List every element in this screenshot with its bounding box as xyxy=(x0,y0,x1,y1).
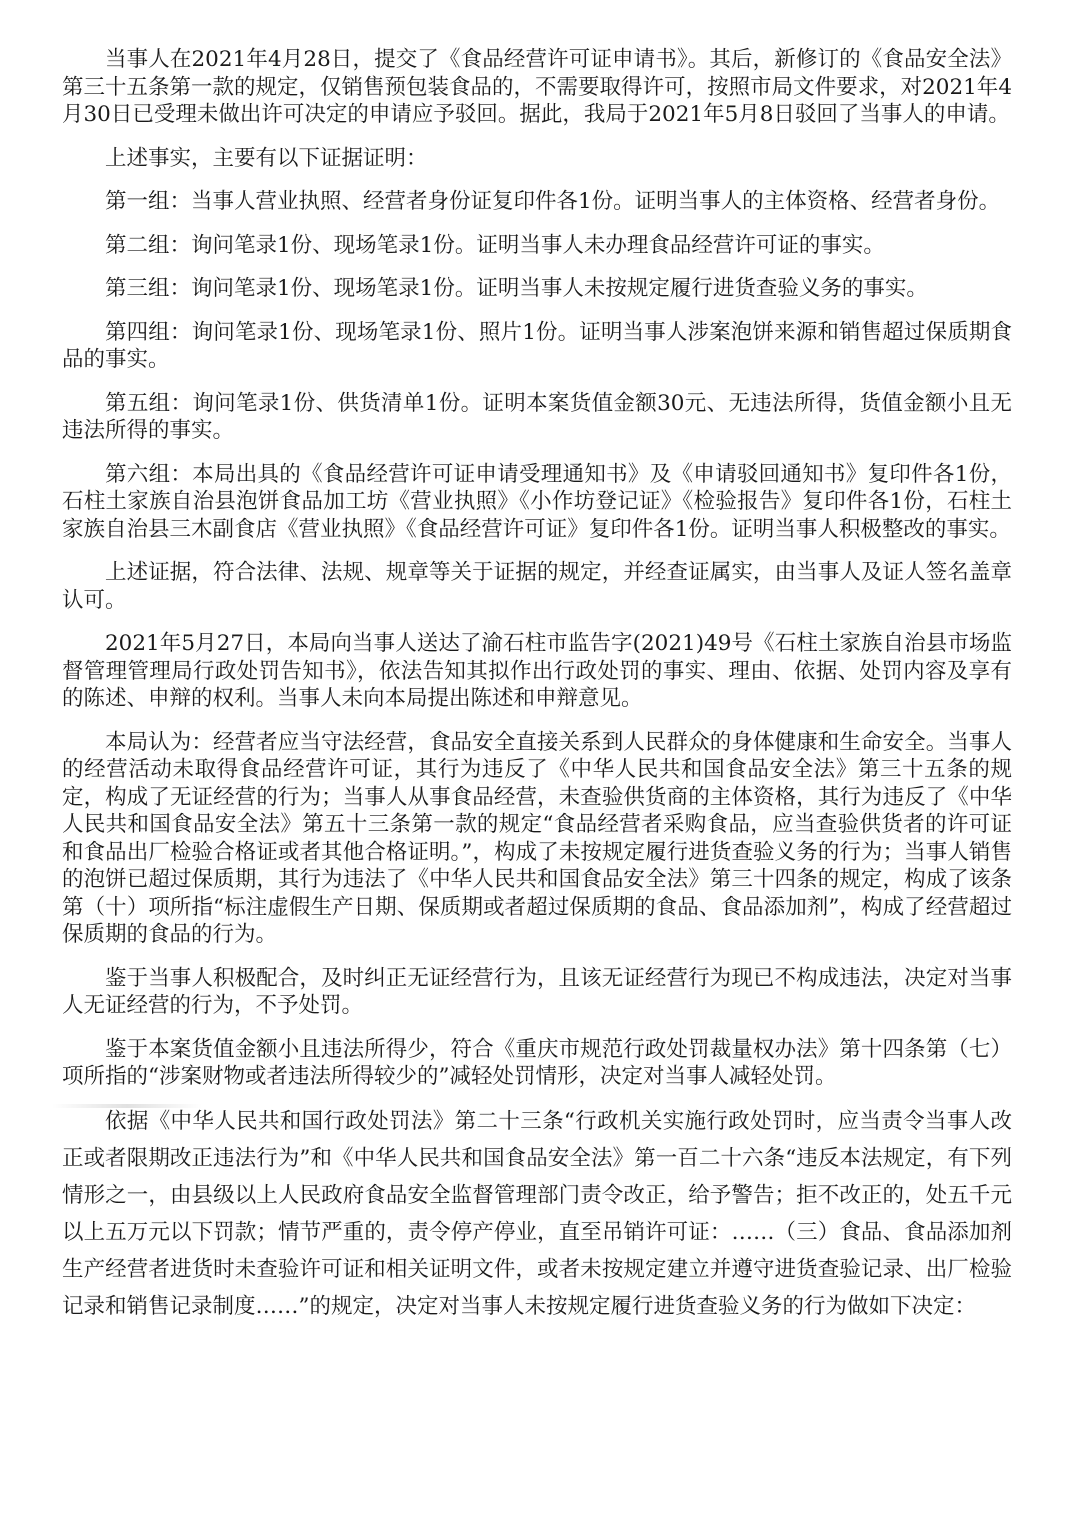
paragraph-notice-delivery: 2021年5月27日，本局向当事人送达了渝石柱市监告字(2021)49号《石柱土家族自治县市场监督管理管理局行政处罚告知书》，依法告知其拟作出行政处罚的事实、理由、依据、处罚内容及享有的陈述、申辩的权利。当事人未向本局提出陈述和申辩意见。 xyxy=(62,631,1012,711)
scan-smudge xyxy=(52,1104,202,1108)
paragraph-reduced-penalty: 鉴于本案货值金额小且违法所得少，符合《重庆市规范行政处罚裁量权办法》第十四条第（七）项所指的“涉案财物或者违法所得较少的”减轻处罚情形，决定对当事人减轻处罚。 xyxy=(62,1036,1012,1089)
document-body xyxy=(62,46,1012,1325)
paragraph-no-penalty-decision: 鉴于当事人积极配合，及时纠正无证经营行为，且该无证经营行为现已不构成违法，决定对当事人无证经营的行为，不予处罚。 xyxy=(62,965,1012,1018)
paragraph-bureau-opinion: 本局认为：经营者应当守法经营，食品安全直接关系到人民群众的身体健康和生命安全。当事人的经营活动未取得食品经营许可证，其行为违反了《中华人民共和国食品安全法》第三十五条的规定，构成了无证经营的行为；当事人从事食品经营，未查验供货商的主体资格，其行为违反了《中华人民共和国食品安全法》第五十三条第一款的规定“食品经营者采购食品，应当查验供货者的许可证和食品出厂检验合格证或者其他合格证明。”，构成了未按规定履行进货查验义务的行为；当事人销售的泡饼已超过保质期，其行为违法了《中华人民共和国食品安全法》第三十四条的规定，构成了该条第（十）项所指“标注虚假生产日期、保质期或者超过保质期的食品、食品添加剂”，构成了经营超过保质期的食品的行为。 xyxy=(62,729,1012,947)
paragraph-evidence-group-5: 第五组：询问笔录1份、供货清单1份。证明本案货值金额30元、无违法所得，货值金额小且无违法所得的事实。 xyxy=(62,390,1012,443)
paragraph-evidence-group-6: 第六组：本局出具的《食品经营许可证申请受理通知书》及《申请驳回通知书》复印件各1份，石柱土家族自治县泡饼食品加工坊《营业执照》《小作坊登记证》《检验报告》复印件各1份，石柱土家族自治县三木副食店《营业执照》《食品经营许可证》复印件各1份。证明当事人积极整改的事实。 xyxy=(62,461,1012,542)
paragraph-application-rejection: 当事人在2021年4月28日，提交了《食品经营许可证申请书》。其后，新修订的《食品安全法》第三十五条第一款的规定，仅销售预包装食品的，不需要取得许可，按照市局文件要求，对2021年4月30日已受理未做出许可决定的申请应予驳回。据此，我局于2021年5月8日驳回了当事人的申请。 xyxy=(62,47,1012,127)
paragraph-evidence-group-1: 第一组：当事人营业执照、经营者身份证复印件各1份。证明当事人的主体资格、经营者身份。 xyxy=(105,189,1001,214)
paragraph-evidence-group-3: 第三组：询问笔录1份、现场笔录1份。证明当事人未按规定履行进货查验义务的事实。 xyxy=(105,276,928,301)
paragraph-evidence-group-4: 第四组：询问笔录1份、现场笔录1份、照片1份。证明当事人涉案泡饼来源和销售超过保质期食品的事实。 xyxy=(62,319,1012,372)
paragraph-evidence-verification: 上述证据，符合法律、法规、规章等关于证据的规定，并经查证属实，由当事人及证人签名盖章认可。 xyxy=(62,560,1012,613)
paragraph-legal-basis: 依据《中华人民共和国行政处罚法》第二十三条“行政机关实施行政处罚时，应当责令当事人改正或者限期改正违法行为”和《中华人民共和国食品安全法》第一百二十六条“违反本法规定，有下列情形之一，由县级以上人民政府食品安全监督管理部门责令改正，给予警告；拒不改正的，处五千元以上五万元以下罚款；情节严重的，责令停产停业，直至吊销许可证：……（三）食品、食品添加剂生产经营者进货时未查验许可证和相关证明文件，或者未按规定建立并遵守进货查验记录、出厂检验记录和销售记录制度……”的规定，决定对当事人未按规定履行进货查验义务的行为做如下决定： xyxy=(62,1108,1012,1319)
paragraph-evidence-intro: 上述事实，主要有以下证据证明： xyxy=(105,145,428,171)
paragraph-evidence-group-2: 第二组：询问笔录1份、现场笔录1份。证明当事人未办理食品经营许可证的事实。 xyxy=(105,232,885,258)
